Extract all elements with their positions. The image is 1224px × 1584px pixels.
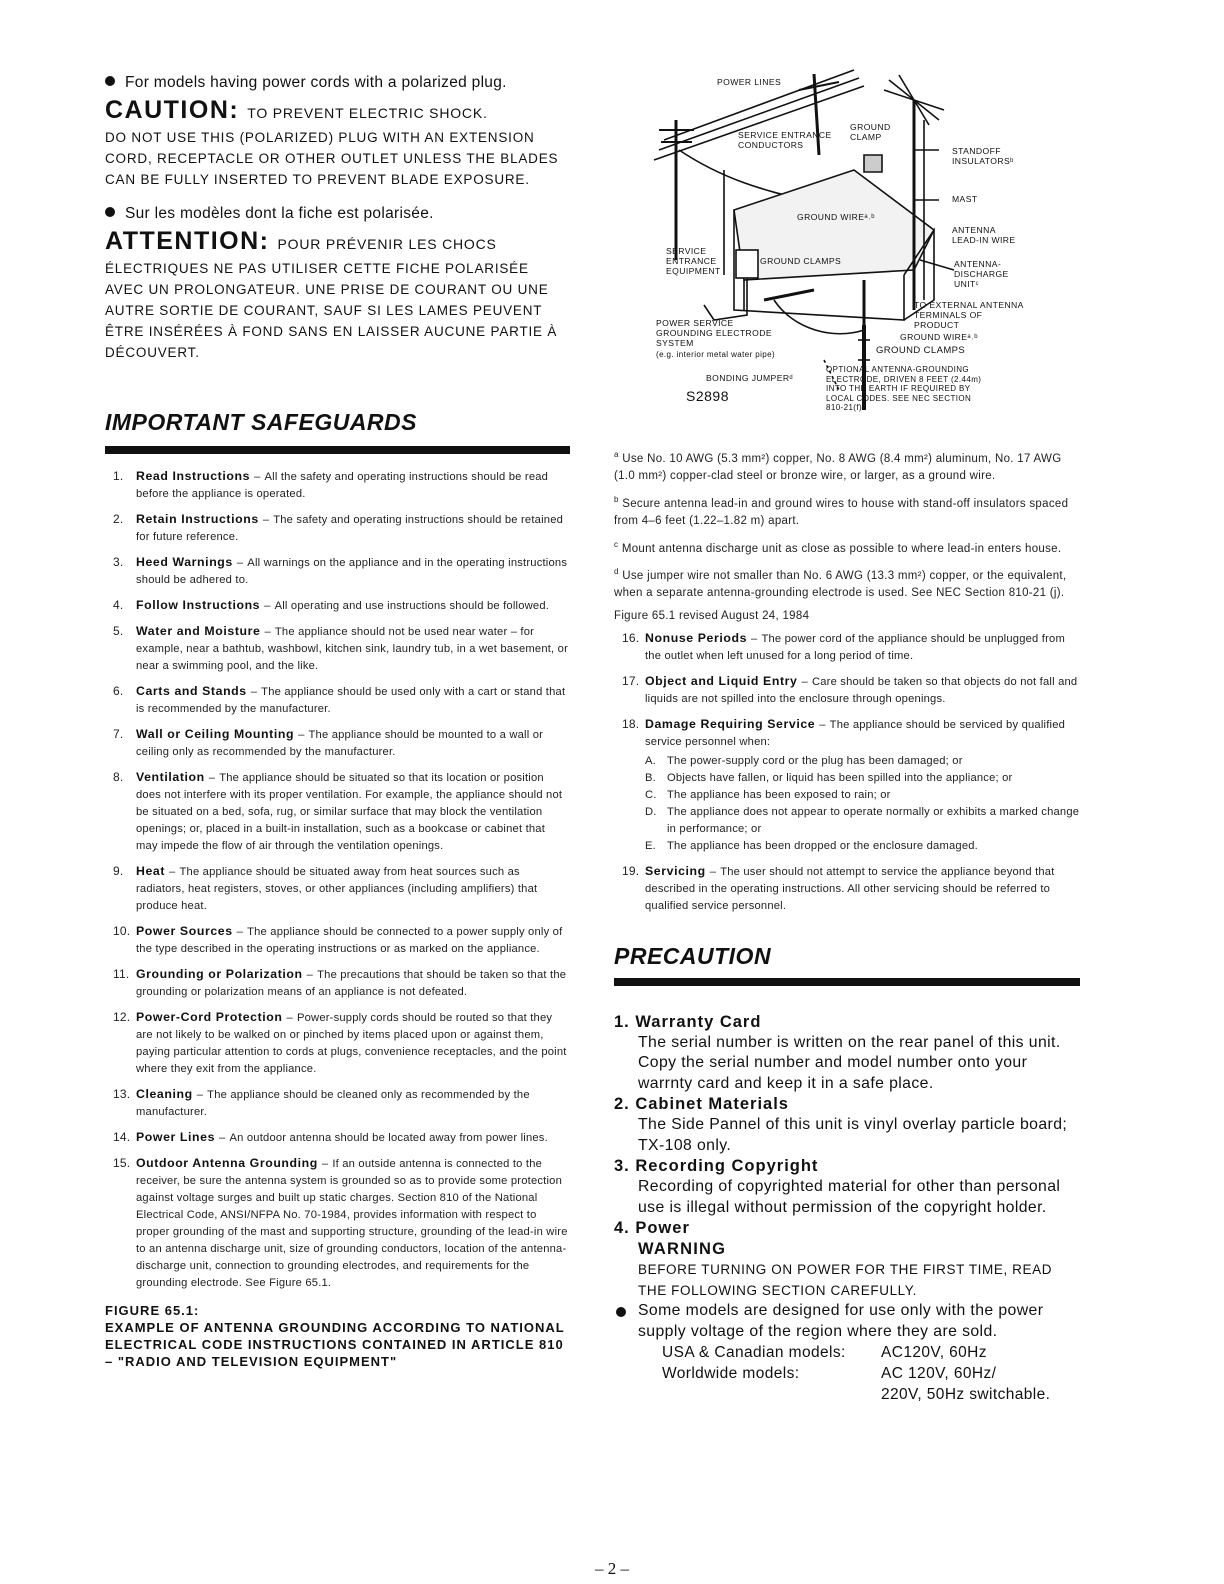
label-antenna-discharge: ANTENNA- DISCHARGE UNITᶜ bbox=[954, 259, 1009, 289]
item-dash: – bbox=[196, 1089, 204, 1101]
item-title: Heed Warnings bbox=[136, 555, 233, 569]
safeguard-item bbox=[105, 1086, 570, 1121]
item-dash: – bbox=[321, 1158, 329, 1170]
item-title: Power Sources bbox=[136, 924, 233, 938]
label-water-pipe: (e.g. interior metal water pipe) bbox=[656, 350, 776, 359]
item-text: The power cord of the appliance should be unplugged from the outlet when left unused for a long period of time. bbox=[645, 632, 1065, 662]
voltage-bullet: Some models are designed for use only with the power supply voltage of the region where they are sold. bbox=[614, 1301, 1080, 1342]
right-column bbox=[614, 60, 1080, 1405]
item-dash: – bbox=[236, 557, 244, 569]
condition-letter: C. bbox=[645, 788, 657, 801]
item-number: 14. bbox=[113, 1130, 131, 1144]
safeguard-item bbox=[105, 683, 570, 718]
item-title: Outdoor Antenna Grounding bbox=[136, 1156, 318, 1170]
item-dash: – bbox=[262, 514, 270, 526]
item-number: 3. bbox=[113, 555, 124, 569]
safeguard-item bbox=[105, 769, 570, 855]
label-ground-clamp: GROUND CLAMP bbox=[850, 122, 891, 142]
item-title: Water and Moisture bbox=[136, 624, 261, 638]
item-dash: – bbox=[254, 471, 261, 483]
damage-conditions bbox=[645, 753, 1080, 855]
safeguard-item bbox=[614, 673, 1080, 708]
item-text: If an outside antenna is connected to the receiver, be sure the antenna system is grounded so as to provide some protection against voltage surges and built up static charges. Section 810 of the National Electrical Code, ANSI/NFPA No. 70-1984, provides information with respect to proper grounding of the mast and supporting structure, grounding of the lead-in wire to an antenna discharge unit, size of grounding conductors, location of the antenna-discharge unit, connection to grounding electrodes, and requirements for the grounding electrode. See Figure 65.1. bbox=[136, 1158, 568, 1289]
footnote-mark: a bbox=[614, 450, 619, 459]
item-text: The appliance should be serviced by qualified service personnel when: bbox=[645, 718, 1066, 748]
antenna-grounding-diagram bbox=[614, 60, 1080, 424]
voltage-region bbox=[662, 1384, 881, 1405]
voltage-region: USA & Canadian models: bbox=[662, 1344, 846, 1362]
item-title: Read Instructions bbox=[136, 469, 251, 483]
safeguard-item bbox=[105, 1009, 570, 1078]
item-number: 9. bbox=[113, 864, 124, 878]
condition-letter: A. bbox=[645, 754, 656, 767]
item-number: 13. bbox=[113, 1087, 131, 1101]
safeguards-title: IMPORTANT SAFEGUARDS bbox=[105, 409, 417, 435]
footnote-mark: b bbox=[614, 494, 619, 504]
item-title: Ventilation bbox=[136, 770, 205, 784]
item-dash: – bbox=[236, 926, 244, 938]
bullet-icon bbox=[105, 207, 115, 217]
footnote-text: Use No. 10 AWG (5.3 mm²) copper, No. 8 AWG (8.4 mm²) aluminum, No. 17 AWG (1.0 mm²) copper-clad steel or bronze wire, or larger, as a ground wire. bbox=[614, 452, 1062, 483]
item-text: Power-supply cords should be routed so that they are not likely to be walked on or pinched by items placed upon or against them, paying particular attention to cords at plugs, convenience receptacles, and the point where they exit from the appliance. bbox=[136, 1012, 567, 1075]
attention-heading: ATTENTION: POUR PRÉVENIR LES CHOCS bbox=[105, 227, 497, 255]
item-text: Care should be taken so that objects do not fall and liquids are not spilled into the enclosure through openings. bbox=[645, 675, 1078, 705]
item-title: Heat bbox=[136, 864, 166, 878]
item-text: The appliance should be mounted to a wall or ceiling only as recommended by the manufacturer. bbox=[136, 729, 544, 758]
item-title: Damage Requiring Service bbox=[645, 716, 816, 731]
footnote-text: Mount antenna discharge unit as close as possible to where lead-in enters house. bbox=[621, 542, 1062, 555]
item-text: The precautions that should be taken so that the grounding or polarization means of an appliance is not defeated. bbox=[136, 969, 567, 998]
voltage-value: AC 120V, 60Hz/ bbox=[881, 1365, 997, 1383]
item-dash: – bbox=[709, 865, 717, 878]
precaution-item bbox=[614, 1012, 1080, 1095]
item-text: The appliance should be situated away from heat sources such as radiators, heat registers, stoves, or other appliances (including amplifiers) that produce heat. bbox=[136, 866, 538, 912]
precaution-rule bbox=[614, 978, 1080, 986]
item-title: Power Lines bbox=[136, 1130, 216, 1144]
item-title: Retain Instructions bbox=[136, 512, 259, 526]
item-number: 12. bbox=[113, 1010, 131, 1024]
item-title: Power-Cord Protection bbox=[136, 1010, 283, 1024]
label-ground-wire-top: GROUND WIREᵃ˒ᵇ bbox=[797, 212, 875, 222]
item-dash: – bbox=[819, 718, 826, 731]
label-optional-electrode: OPTIONAL ANTENNA-GROUNDING ELECTRODE, DRIVEN 8 FEET (2.44m) INTO THE EARTH IF REQUIRED BY LOCAL CODES. SEE NEC SECTION 810-21(f) bbox=[826, 365, 982, 412]
footnote-mark: d bbox=[614, 566, 619, 576]
bullet-icon bbox=[105, 76, 115, 86]
safeguards-list bbox=[105, 468, 570, 1292]
item-title: Object and Liquid Entry bbox=[645, 673, 798, 688]
item-title: Grounding or Polarization bbox=[136, 967, 303, 981]
safeguards-list-continued bbox=[614, 630, 1080, 915]
precaution-heading: 2. Cabinet Materials bbox=[614, 1095, 789, 1114]
safeguard-item bbox=[105, 623, 570, 675]
item-number: 18. bbox=[622, 716, 640, 731]
footnotes bbox=[614, 446, 1080, 603]
condition-text: The appliance has been exposed to rain; or bbox=[667, 788, 891, 801]
safeguard-item bbox=[105, 1155, 570, 1292]
caution-heading: CAUTION: TO PREVENT ELECTRIC SHOCK. bbox=[105, 96, 488, 124]
damage-condition bbox=[645, 838, 1080, 855]
voltage-region: Worldwide models: bbox=[662, 1365, 800, 1383]
label-ground-clamps-bottom: GROUND CLAMPS bbox=[876, 345, 966, 356]
item-number: 19. bbox=[622, 863, 640, 878]
item-number: 1. bbox=[113, 469, 124, 483]
item-number: 6. bbox=[113, 684, 124, 698]
precaution-heading: 3. Recording Copyright bbox=[614, 1157, 819, 1176]
damage-condition bbox=[645, 804, 1080, 838]
warning-heading: WARNING bbox=[638, 1240, 727, 1259]
item-dash: – bbox=[801, 675, 808, 688]
figure-code: S2898 bbox=[686, 388, 729, 404]
safeguard-item bbox=[105, 923, 570, 958]
power-heading: 4. Power bbox=[614, 1219, 690, 1238]
item-title: Follow Instructions bbox=[136, 598, 261, 612]
damage-condition bbox=[645, 787, 1080, 804]
item-number: 8. bbox=[113, 770, 124, 784]
safeguard-item bbox=[614, 630, 1080, 665]
item-dash: – bbox=[751, 632, 758, 645]
voltage-value: AC120V, 60Hz bbox=[881, 1344, 987, 1362]
page-number: – 2 – bbox=[595, 1559, 629, 1578]
condition-letter: B. bbox=[645, 771, 656, 784]
item-title: Cleaning bbox=[136, 1087, 193, 1101]
item-text: The appliance should be cleaned only as recommended by the manufacturer. bbox=[136, 1089, 530, 1118]
precaution-items bbox=[614, 1012, 1080, 1219]
item-dash: – bbox=[298, 729, 305, 741]
precaution-item bbox=[614, 1094, 1080, 1156]
item-title: Wall or Ceiling Mounting bbox=[136, 727, 295, 741]
item-text: The appliance should be situated so that its location or position does not interfere with its proper ventilation. For example, the appliance should not be situated on a bed, sofa, rug, or similar surface that may block the ventilation openings; or, placed in a built-in installation, such as a bookcase or cabinet that may impede the flow of air through the ventilation openings. bbox=[136, 772, 563, 852]
footnote bbox=[614, 446, 1080, 486]
item-title: Nonuse Periods bbox=[645, 630, 748, 645]
label-antenna-lead-in: ANTENNA LEAD-IN WIRE bbox=[952, 225, 1016, 245]
item-dash: – bbox=[250, 686, 258, 698]
label-power-lines: POWER LINES bbox=[717, 77, 782, 87]
safeguard-item bbox=[105, 863, 570, 915]
item-dash: – bbox=[169, 866, 176, 878]
item-text: An outdoor antenna should be located away from power lines. bbox=[229, 1132, 548, 1144]
safeguard-item bbox=[105, 511, 570, 546]
condition-text: The appliance has been dropped or the enclosure damaged. bbox=[667, 839, 978, 852]
label-external-antenna: TO EXTERNAL ANTENNA TERMINALS OF PRODUCT bbox=[914, 300, 1024, 330]
caution-text: DO NOT USE THIS (POLARIZED) PLUG WITH AN EXTENSION CORD, RECEPTACLE OR OTHER OUTLET UNLESS THE BLADES CAN BE FULLY INSERTED TO PREVENT BLADE EXPOSURE. bbox=[105, 130, 559, 187]
safeguard-item bbox=[105, 597, 570, 615]
safeguard-item bbox=[105, 966, 570, 1001]
voltage-row bbox=[614, 1342, 1080, 1363]
footnote bbox=[614, 536, 1080, 558]
safeguard-item bbox=[614, 863, 1080, 915]
footnote-text: Secure antenna lead-in and ground wires to house with stand-off insulators spaced from 4–6 feet (1.22–1.82 m) apart. bbox=[614, 497, 1069, 528]
item-text: The user should not attempt to service the appliance beyond that described in the operating instructions. All other servicing should be referred to qualified service personnel. bbox=[645, 865, 1055, 912]
safeguard-item bbox=[614, 716, 1080, 855]
item-number: 5. bbox=[113, 624, 124, 638]
damage-condition bbox=[645, 770, 1080, 787]
safeguard-item bbox=[105, 1129, 570, 1147]
item-number: 2. bbox=[113, 512, 124, 526]
condition-text: Objects have fallen, or liquid has been spilled into the appliance; or bbox=[667, 771, 1013, 784]
item-text: All the safety and operating instructions should be read before the appliance is operated. bbox=[136, 471, 549, 500]
item-number: 15. bbox=[113, 1156, 131, 1170]
label-service-entrance: SERVICE ENTRANCE CONDUCTORS bbox=[738, 130, 832, 150]
precaution-heading: 1. Warranty Card bbox=[614, 1012, 762, 1031]
footnote-text: Use jumper wire not smaller than No. 6 AWG (13.3 mm²) copper, or the equivalent, when a separate antenna-grounding electrode is used. See NEC Section 810-21 (j). bbox=[614, 569, 1067, 600]
precaution-title: PRECAUTION bbox=[614, 942, 772, 969]
item-text: The appliance should be used only with a cart or stand that is recommended by the manufacturer. bbox=[136, 686, 566, 715]
item-number: 10. bbox=[113, 924, 131, 938]
precaution-body: Recording of copyrighted material for other than personal use is illegal without permission of the copyright holder. bbox=[638, 1178, 1061, 1216]
voltage-row bbox=[614, 1363, 1080, 1384]
item-dash: – bbox=[286, 1012, 293, 1024]
footnote bbox=[614, 491, 1080, 531]
label-standoff-insulators: STANDOFF INSULATORSᵇ bbox=[952, 146, 1014, 166]
item-title: Servicing bbox=[645, 863, 706, 878]
precaution-body: The Side Pannel of this unit is vinyl overlay particle board; TX-108 only. bbox=[638, 1116, 1068, 1154]
item-number: 11. bbox=[113, 967, 130, 981]
warning-text: BEFORE TURNING ON POWER FOR THE FIRST TIME, READ THE FOLLOWING SECTION CAREFULLY. bbox=[638, 1262, 1053, 1298]
item-dash: – bbox=[306, 969, 314, 981]
condition-letter: E. bbox=[645, 839, 656, 852]
item-number: 4. bbox=[113, 598, 124, 612]
label-ground-wire-bottom: GROUND WIREᵃ˒ᵇ bbox=[900, 332, 978, 342]
label-service-equipment: SERVICE ENTRANCE EQUIPMENT bbox=[666, 246, 721, 276]
figure-revision: Figure 65.1 revised August 24, 1984 bbox=[614, 609, 810, 622]
condition-text: The appliance does not appear to operate normally or exhibits a marked change in performance; or bbox=[667, 805, 1080, 835]
item-number: 17. bbox=[622, 673, 640, 688]
item-number: 16. bbox=[622, 630, 640, 645]
footnote bbox=[614, 563, 1080, 603]
safeguard-item bbox=[105, 468, 570, 503]
item-number: 7. bbox=[113, 727, 124, 741]
safeguard-item bbox=[105, 726, 570, 761]
item-title: Carts and Stands bbox=[136, 684, 247, 698]
safeguard-item bbox=[105, 554, 570, 589]
figure-caption: FIGURE 65.1: EXAMPLE OF ANTENNA GROUNDING ACCORDING TO NATIONAL ELECTRICAL CODE INSTRUCTIONS CONTAINED IN ARTICLE 810 – "RADIO AND TELEVISION EQUIPMENT" bbox=[105, 1303, 565, 1369]
voltage-table bbox=[614, 1342, 1080, 1405]
item-dash: – bbox=[219, 1132, 226, 1144]
item-text: The safety and operating instructions should be retained for future reference. bbox=[136, 514, 564, 543]
attention-text: ÉLECTRIQUES NE PAS UTILISER CETTE FICHE POLARISÉE AVEC UN PROLONGATEUR. UNE PRISE DE COURANT OU UNE AUTRE SORTIE DE COURANT, SAUF SI LES LAMES PEUVENT ÊTRE INSÉRÉES À FOND SANS EN LAISSER AUCUNE PARTIE À DÉCOUVERT. bbox=[105, 261, 558, 360]
damage-condition bbox=[645, 753, 1080, 770]
voltage-row bbox=[614, 1384, 1080, 1405]
footnote-mark: c bbox=[614, 539, 619, 549]
precaution-body: The serial number is written on the rear panel of this unit. Copy the serial number and model number onto your warrnty card and keep it in a safe place. bbox=[638, 1033, 1061, 1092]
bullet-icon bbox=[616, 1307, 626, 1317]
caution-intro: For models having power cords with a polarized plug. bbox=[105, 74, 570, 92]
label-power-service: POWER SERVICE GROUNDING ELECTRODE SYSTEM bbox=[656, 318, 772, 348]
item-dash: – bbox=[208, 772, 216, 784]
safeguards-rule bbox=[105, 446, 570, 454]
left-column bbox=[105, 74, 570, 1370]
item-dash: – bbox=[264, 626, 271, 638]
item-text: All operating and use instructions should be followed. bbox=[274, 600, 550, 612]
label-bonding-jumper: BONDING JUMPERᵈ bbox=[706, 373, 794, 383]
condition-letter: D. bbox=[645, 805, 657, 818]
attention-intro: Sur les modèles dont la fiche est polarisée. bbox=[105, 205, 570, 223]
voltage-value: 220V, 50Hz switchable. bbox=[881, 1386, 1051, 1404]
precaution-item bbox=[614, 1156, 1080, 1218]
item-dash: – bbox=[264, 600, 271, 612]
condition-text: The power-supply cord or the plug has been damaged; or bbox=[667, 754, 963, 767]
label-ground-clamps-mid: GROUND CLAMPS bbox=[760, 256, 842, 266]
item-text: The appliance should not be used near water – for example, near a bathtub, washbowl, kitchen sink, laundry tub, in a wet basement, or near a swimming pool, and the like. bbox=[136, 626, 569, 672]
item-text: All warnings on the appliance and in the operating instructions should be adhered to. bbox=[136, 557, 568, 586]
label-mast: MAST bbox=[952, 194, 978, 204]
item-text: The appliance should be connected to a power supply only of the type described in the operating instructions or as marked on the appliance. bbox=[136, 926, 563, 955]
